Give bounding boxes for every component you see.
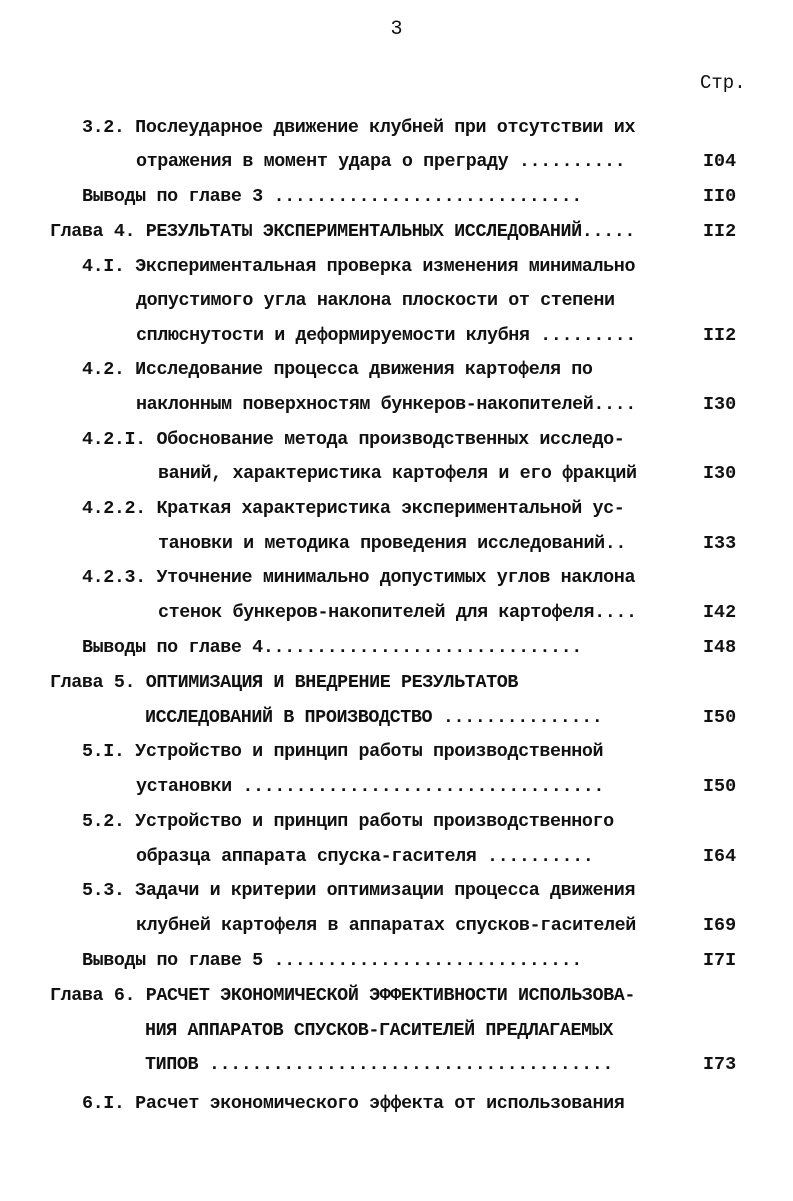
toc-entry-line: 5.3. Задачи и критерии оптимизации процесса движения xyxy=(82,880,636,901)
toc-entry-line: 6.I. Расчет экономического эффекта от использования xyxy=(82,1093,625,1114)
toc-entry-line: 4.I. Экспериментальная проверка изменения минимально xyxy=(82,256,636,277)
toc-page-number: I30 xyxy=(703,463,737,484)
toc-page-number: II2 xyxy=(703,325,737,346)
toc-entry-line: отражения в момент удара о преграду .......... xyxy=(136,151,626,172)
toc-page-number: I69 xyxy=(703,915,737,936)
toc-entry-line: 4.2. Исследование процесса движения картофеля по xyxy=(82,359,593,380)
toc-entry-line: стенок бункеров-накопителей для картофеля.... xyxy=(158,602,637,623)
toc-page-number: I73 xyxy=(703,1054,737,1075)
toc-entry-line: сплюснутости и деформируемости клубня ......... xyxy=(136,325,636,346)
toc-entry-line: допустимого угла наклона плоскости от степени xyxy=(136,290,615,311)
toc-entry-line: ТИПОВ ...................................... xyxy=(145,1054,613,1075)
toc-entry-line: Глава 5. ОПТИМИЗАЦИЯ И ВНЕДРЕНИЕ РЕЗУЛЬТАТОВ xyxy=(50,672,518,693)
toc-page-number: I7I xyxy=(703,950,737,971)
toc-page-number: I04 xyxy=(703,151,737,172)
toc-entry-line: 4.2.3. Уточнение минимально допустимых углов наклона xyxy=(82,567,636,588)
toc-entry-line: Глава 6. РАСЧЕТ ЭКОНОМИЧЕСКОЙ ЭФФЕКТИВНОСТИ ИСПОЛЬЗОВА- xyxy=(50,985,635,1006)
toc-entry-line: 5.I. Устройство и принцип работы производственной xyxy=(82,741,604,762)
toc-entry-line: Глава 4. РЕЗУЛЬТАТЫ ЭКСПЕРИМЕНТАЛЬНЫХ ИССЛЕДОВАНИЙ..... xyxy=(50,221,635,242)
toc-entry-line: 5.2. Устройство и принцип работы производственного xyxy=(82,811,614,832)
toc-page-number: I33 xyxy=(703,533,737,554)
toc-page-number: I50 xyxy=(703,707,737,728)
toc-entry-line: тановки и методика проведения исследований.. xyxy=(158,533,626,554)
toc-entry-line: установки .................................. xyxy=(136,776,604,797)
toc-page-number: I64 xyxy=(703,846,737,867)
toc-entry-line: ИССЛЕДОВАНИЙ В ПРОИЗВОДСТВО ............... xyxy=(145,707,603,728)
toc-entry-line: 4.2.I. Обоснование метода производственных исследо- xyxy=(82,429,625,450)
page-number: 3 xyxy=(390,18,403,41)
toc-page-number: I50 xyxy=(703,776,737,797)
toc-entry-line: наклонным поверхностям бункеров-накопителей.... xyxy=(136,394,636,415)
toc-entry-line: 4.2.2. Краткая характеристика экспериментальной ус- xyxy=(82,498,625,519)
toc-entry-line: образца аппарата спуска-гасителя .......... xyxy=(136,846,594,867)
toc-page-number: II2 xyxy=(703,221,737,242)
toc-entry-line: Выводы по главе 4.............................. xyxy=(82,637,582,658)
toc-page-number: II0 xyxy=(703,186,737,207)
toc-entry-line: Выводы по главе 5 ............................. xyxy=(82,950,582,971)
toc-page-number: I30 xyxy=(703,394,737,415)
toc-entry-line: клубней картофеля в аппаратах спусков-гасителей xyxy=(136,915,636,936)
toc-page-number: I42 xyxy=(703,602,737,623)
toc-entry-line: 3.2. Послеударное движение клубней при отсутствии их xyxy=(82,117,636,138)
toc-entry-line: НИЯ АППАРАТОВ СПУСКОВ-ГАСИТЕЛЕЙ ПРЕДЛАГАЕМЫХ xyxy=(145,1020,613,1041)
toc-page-number: I48 xyxy=(703,637,737,658)
toc-entry-line: Выводы по главе 3 ............................. xyxy=(82,186,582,207)
toc-entry-line: ваний, характеристика картофеля и его фракций xyxy=(158,463,637,484)
column-header-pages: Стр. xyxy=(700,72,746,94)
